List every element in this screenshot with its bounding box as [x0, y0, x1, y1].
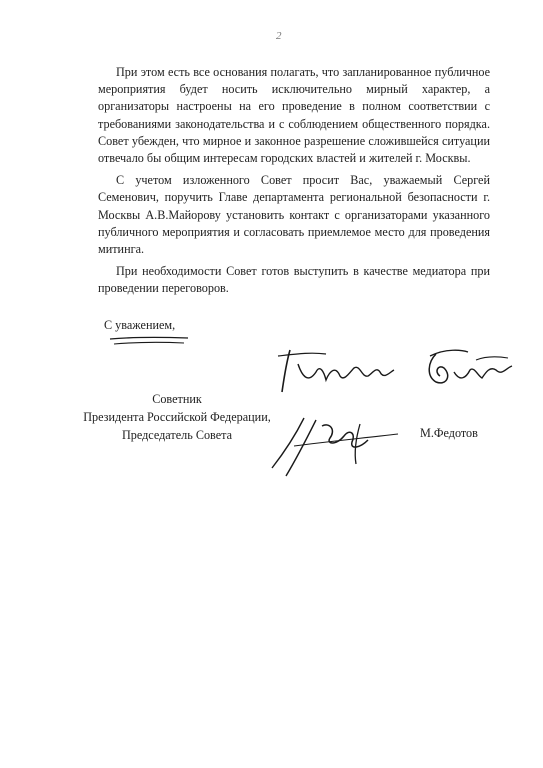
letter-body — [98, 64, 490, 303]
closing-salutation: С уважением, — [104, 318, 176, 332]
handwritten-signature-upper — [276, 342, 526, 402]
signature-title-block — [72, 390, 282, 444]
paragraph-1: При этом есть все основания полагать, что запланированное публичное мероприятия будет носить исключительно мирный характер, а организаторы настроены на его проведение в полном соответствии с требованиями законодательства и с соблюдением общественного порядка. Совет убежден, что мирное и законное разрешение сложившейся ситуации отвечало бы общим интересам городских властей и жителей г. Москвы. — [98, 65, 490, 166]
paragraph-2: С учетом изложенного Совет просит Вас, уважаемый Сергей Семенович, поручить Главе департамента региональной безопасности г. Москвы А.В.Майорову установить контакт с организаторами указанного публичного мероприятия и согласовать приемлемое место для проведения митинга. — [98, 173, 490, 257]
handwritten-signature-lower — [264, 406, 404, 481]
signature-title-line-2: Президента Российской Федерации, — [83, 410, 271, 424]
page-number: 2 — [276, 30, 282, 42]
signatory-name: М.Федотов — [420, 426, 478, 440]
signature-title-line-1: Советник — [152, 392, 202, 406]
signature-title-line-3: Председатель Совета — [121, 428, 233, 442]
closing-flourish — [108, 335, 190, 347]
paragraph-3: При необходимости Совет готов выступить в качестве медиатора при проведении переговоров. — [98, 264, 490, 296]
